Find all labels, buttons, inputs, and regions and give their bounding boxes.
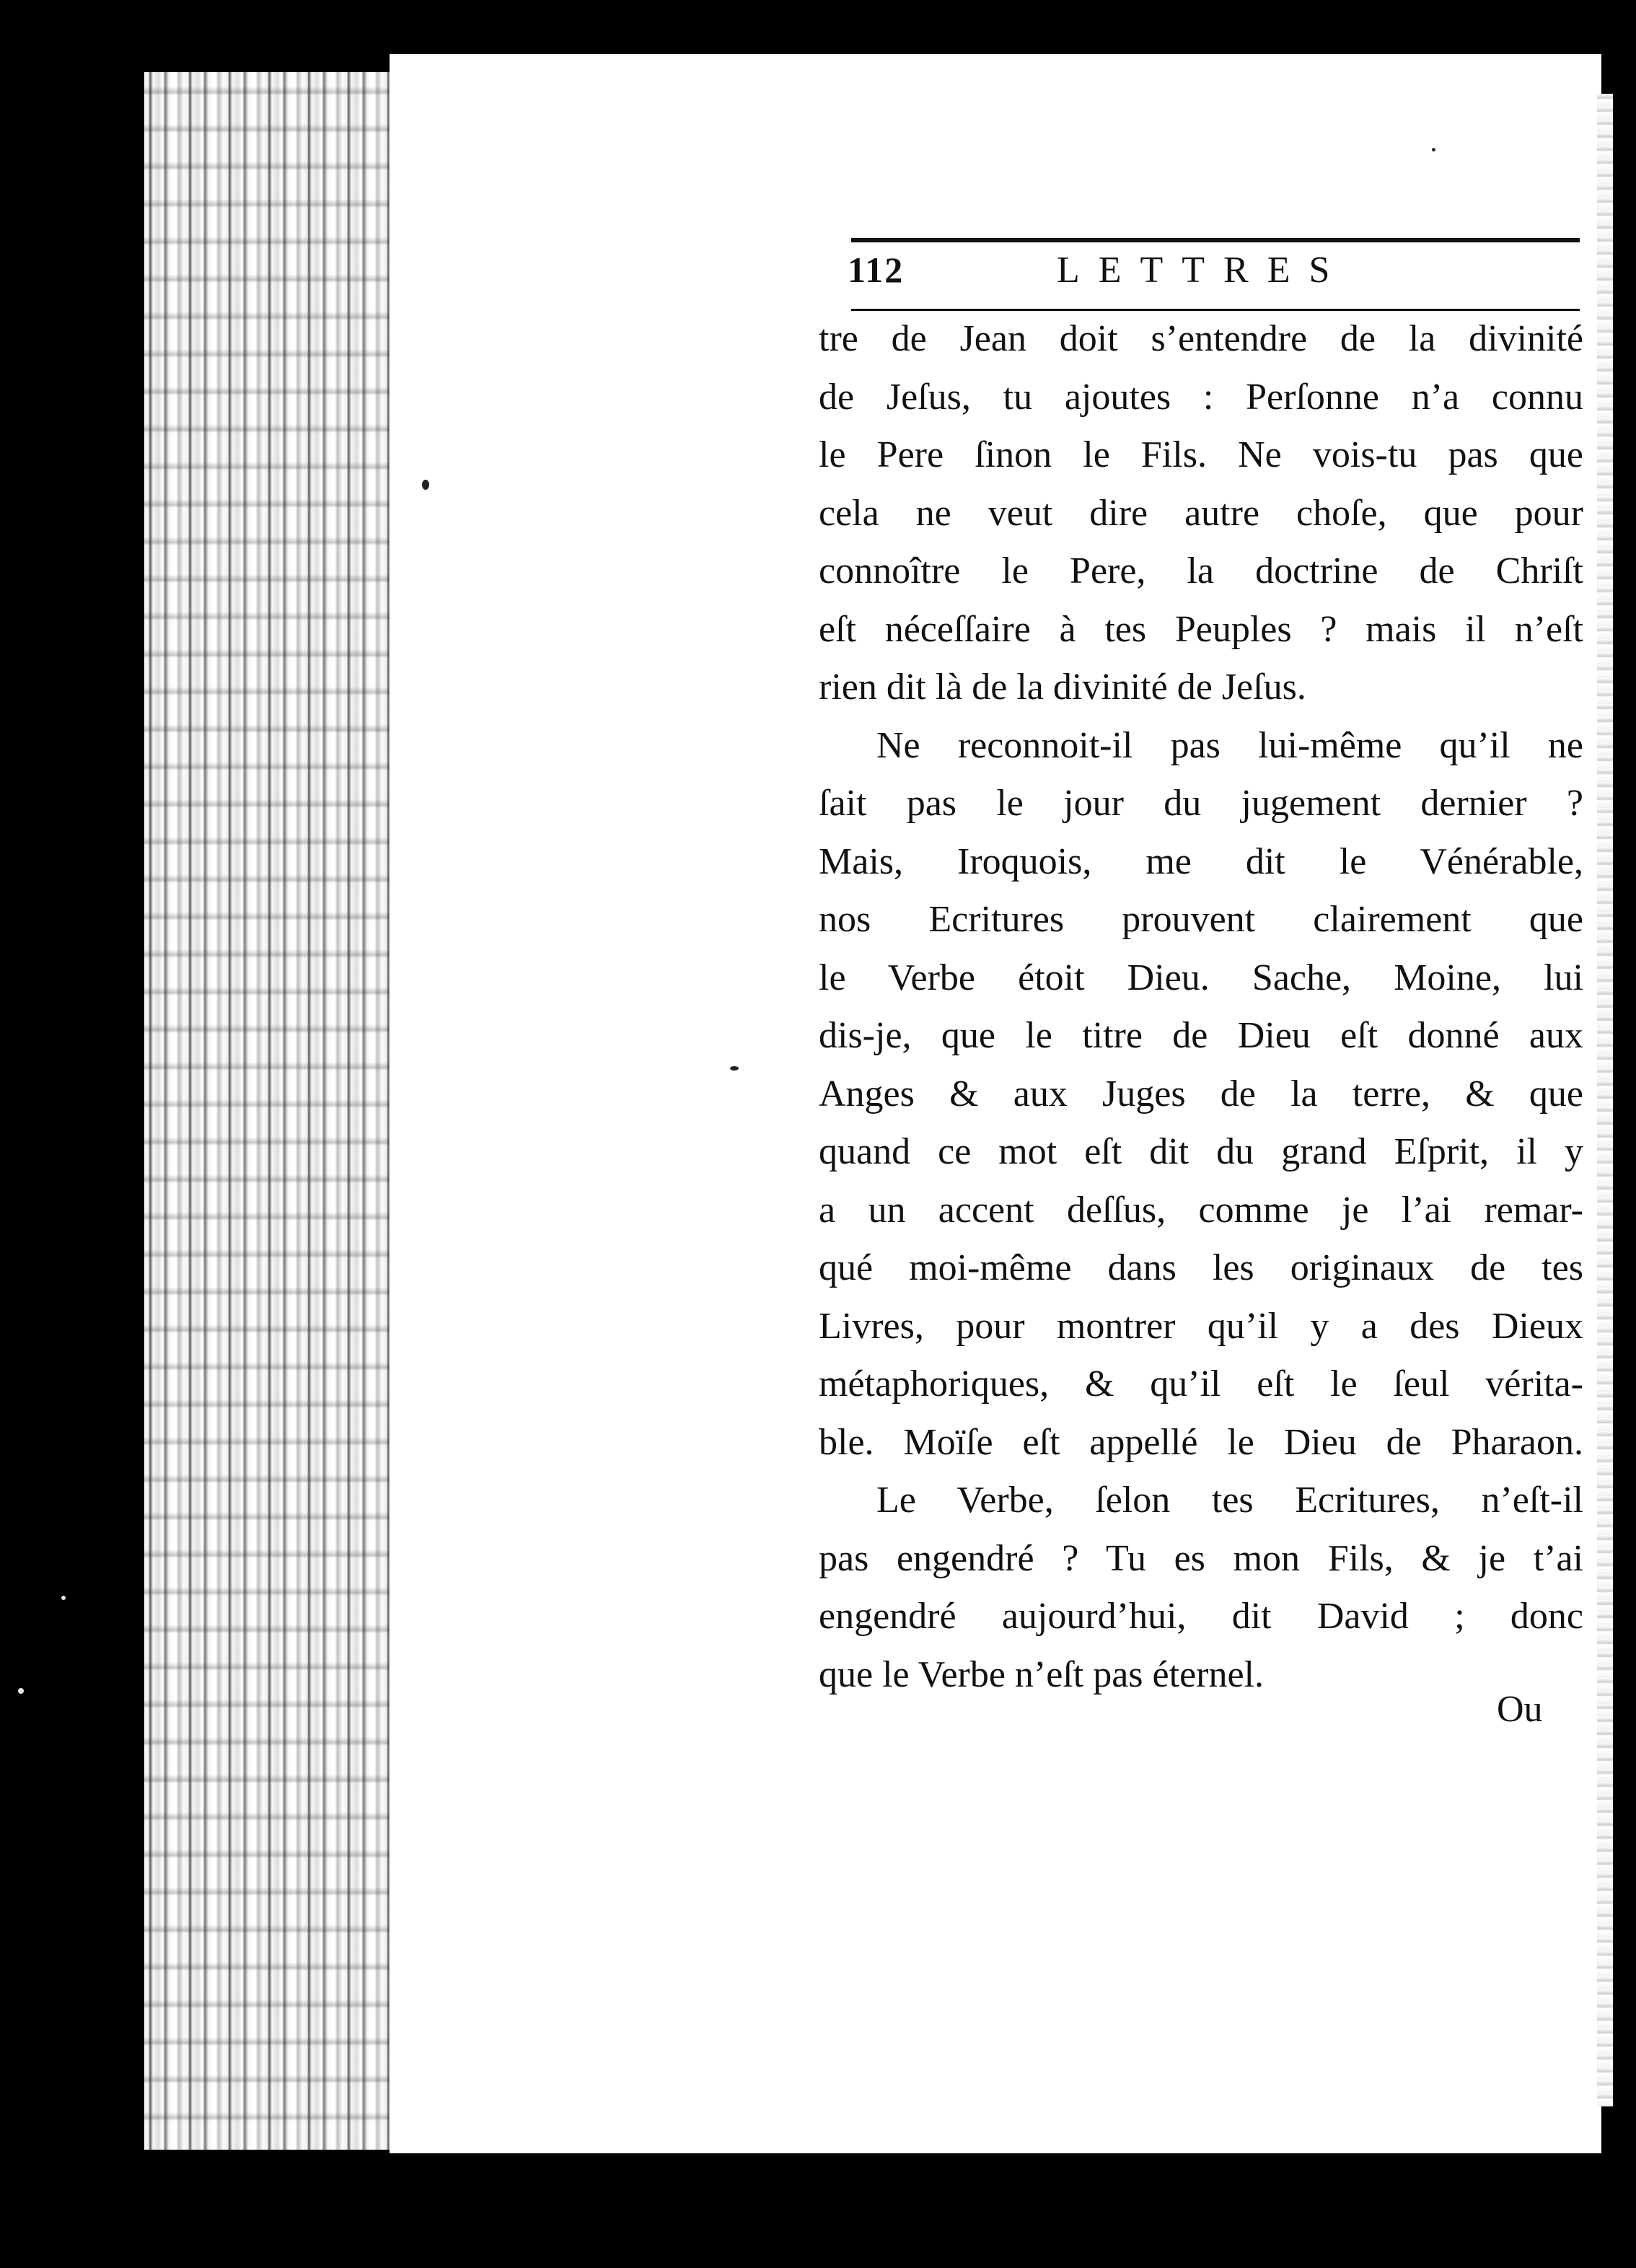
text-line: Ne reconnoit-il pas lui-même qu’il ne bbox=[876, 724, 1583, 766]
running-title: LETTRES bbox=[1057, 250, 1349, 291]
text-line: de Jeſus, tu ajoutes : Perſonne n’a connu bbox=[819, 376, 1583, 418]
text-line: Livres, pour montrer qu’il y a des Dieux bbox=[819, 1305, 1583, 1347]
text-line: le Pere ſinon le Fils. Ne vois-tu pas que bbox=[819, 434, 1583, 475]
page-header bbox=[848, 249, 1576, 299]
text-line: engendré aujourd’hui, dit David ; donc bbox=[819, 1596, 1583, 1637]
text-line: le Verbe étoit Dieu. Sache, Moine, lui bbox=[819, 957, 1583, 998]
page-number: 112 bbox=[848, 250, 905, 290]
header-rule-top bbox=[851, 238, 1580, 242]
text-line: nos Ecritures prouvent clairement que bbox=[819, 899, 1583, 940]
ink-speck bbox=[422, 480, 429, 490]
text-line: tre de Jean doit s’entendre de la divinité bbox=[819, 318, 1583, 359]
text-line: connoître le Pere, la doctrine de Chriſt bbox=[819, 550, 1583, 592]
text-line: Mais, Iroquois, me dit le Vénérable, bbox=[819, 840, 1583, 882]
book-fore-edge bbox=[144, 72, 404, 2150]
ink-speck bbox=[730, 1066, 739, 1071]
catchword: Ou bbox=[1497, 1689, 1543, 1730]
text-line: pas engendré ? Tu es mon Fils, & je t’ai bbox=[819, 1537, 1583, 1579]
text-line: ſait pas le jour du jugement dernier ? bbox=[819, 783, 1583, 824]
text-line: cela ne veut dire autre choſe, que pour bbox=[819, 492, 1583, 534]
page-right-edge bbox=[1597, 94, 1613, 2106]
text-line: quand ce mot eſt dit du grand Eſprit, il y bbox=[819, 1131, 1583, 1172]
text-line: rien dit là de la divinité de Jeſus. bbox=[819, 667, 1306, 708]
text-line: eſt néceſſaire à tes Peuples ? mais il n’eſt bbox=[819, 608, 1583, 650]
text-line: métaphoriques, & qu’il eſt le ſeul vérita- bbox=[819, 1363, 1583, 1405]
text-line: Anges & aux Juges de la terre, & que bbox=[819, 1073, 1583, 1115]
text-line: dis-je, que le titre de Dieu eſt donné aux bbox=[819, 1015, 1583, 1056]
text-line: qué moi-même dans les originaux de tes bbox=[819, 1247, 1583, 1288]
text-line: ble. Moïſe eſt appellé le Dieu de Pharaon. bbox=[819, 1421, 1583, 1463]
text-line: a un accent deſſus, comme je l’ai remar- bbox=[819, 1189, 1583, 1231]
body-text bbox=[819, 310, 1583, 1704]
dust-speck bbox=[61, 1596, 66, 1600]
ink-speck bbox=[1432, 148, 1435, 151]
text-line: Le Verbe, ſelon tes Ecritures, n’eſt-il bbox=[876, 1480, 1583, 1521]
text-line: que le Verbe n’eſt pas éternel. bbox=[819, 1653, 1264, 1695]
dust-speck bbox=[18, 1688, 24, 1694]
